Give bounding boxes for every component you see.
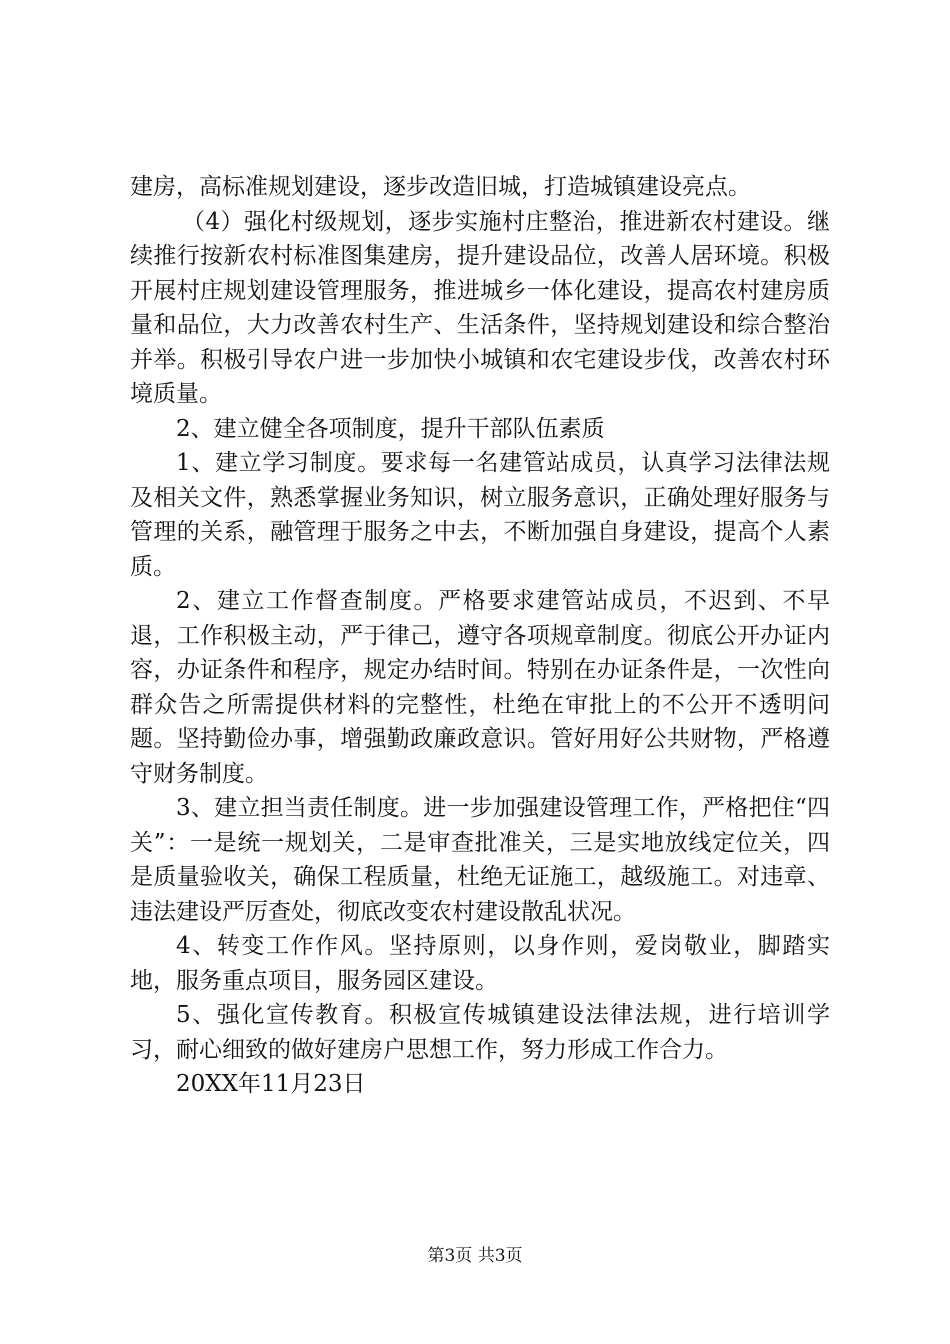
page-number-footer: 第3页 共3页 xyxy=(427,1246,523,1266)
paragraph-2: （4）强化村级规划，逐步实施村庄整治，推进新农村建设。继续推行按新农村标准图集建房，提升建设品位，改善人居环境。积极开展村庄规划建设管理服务，推进城乡一体化建设，提高农村建房质量和品位，大力改善农村生产、生活条件，坚持规划建设和综合整治并举。积极引导农户进一步加快小城镇和农宅建设步伐，改善农村环境质量。 xyxy=(130,208,830,407)
paragraph-3: 2、建立健全各项制度，提升干部队伍素质 xyxy=(176,415,605,442)
document-date: 20XX年11月23日 xyxy=(176,1071,366,1097)
paragraph-8: 5、强化宣传教育。积极宣传城镇建设法律法规，进行培训学习，耐心细致的做好建房户思想工作，努力形成工作合力。 xyxy=(130,1002,830,1063)
paragraph-4: 1、建立学习制度。要求每一名建管站成员，认真学习法律法规及相关文件，熟悉掌握业务知识，树立服务意识，正确处理好服务与管理的关系，融管理于服务之中去，不断加强自身建设，提高个人素质。 xyxy=(130,450,830,580)
paragraph-5: 2、建立工作督查制度。严格要求建管站成员，不迟到、不早退，工作积极主动，严于律己，遵守各项规章制度。彻底公开办证内容，办证条件和程序，规定办结时间。特别在办证条件是，一次性向群众告之所需提供材料的完整性，杜绝在审批上的不公开不透明问题。坚持勤俭办事，增强勤政廉政意识。管好用好公共财物，严格遵守财务制度。 xyxy=(130,588,830,787)
paragraph-1: 建房，高标准规划建设，逐步改造旧城，打造城镇建设亮点。 xyxy=(130,174,751,200)
paragraph-6: 3、建立担当责任制度。进一步加强建设管理工作，严格把住“四关”：一是统一规划关，二是审查批准关，三是实地放线定位关，四是质量验收关，确保工程质量，杜绝无证施工，越级施工。对违章、违法建设严厉查处，彻底改变农村建设散乱状况。 xyxy=(130,795,830,925)
paragraph-7: 4、转变工作作风。坚持原则，以身作则，爱岗敬业，脚踏实地，服务重点项目，服务园区建设。 xyxy=(130,933,830,994)
document-body xyxy=(130,170,830,1102)
